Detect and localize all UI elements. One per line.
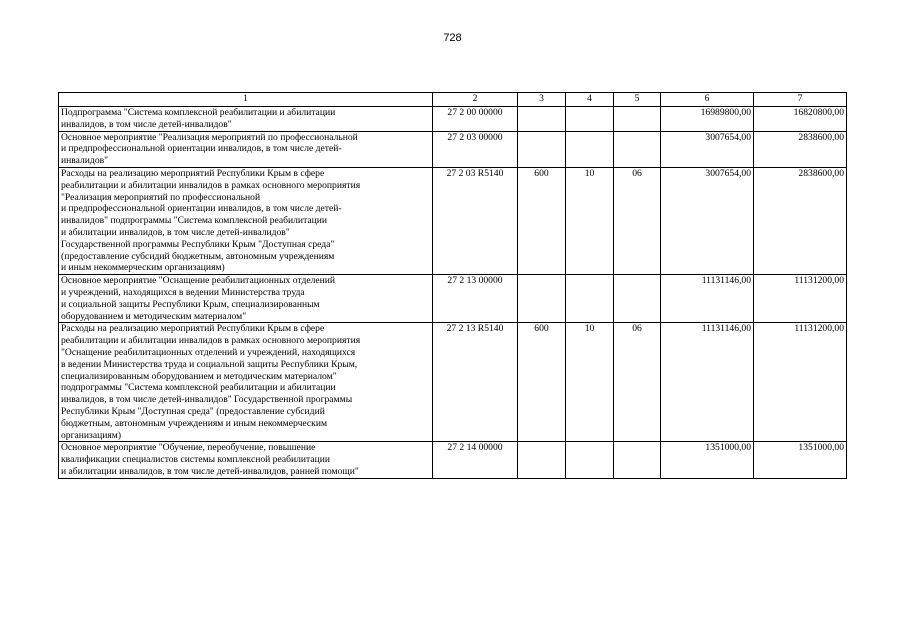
column-header: 3 [518, 93, 566, 107]
code-cell: 27 2 14 00000 [433, 442, 518, 478]
amount-6-cell: 16989800,00 [661, 107, 754, 132]
column-header: 7 [754, 93, 847, 107]
column-3-cell [518, 275, 566, 323]
code-cell: 27 2 13 00000 [433, 275, 518, 323]
column-header: 4 [566, 93, 614, 107]
amount-6-cell: 11131146,00 [661, 323, 754, 442]
amount-7-cell: 1351000,00 [754, 442, 847, 478]
column-5-cell [614, 107, 661, 132]
column-header: 6 [661, 93, 754, 107]
amount-6-cell: 1351000,00 [661, 442, 754, 478]
item-name-cell: Расходы на реализацию мероприятий Республики Крым в сфере реабилитации и абилитации инвалидов в рамках основного мероприятия "Оснащение реабилитационных отделений и учреждений, находящихся в ведении Министерства труда и социальной защиты Республики Крым, специализированным оборудованием и методическим материалом" подпрограммы "Система комплексной реабилитации и абилитации инвалидов, в том числе детей-инвалидов" Государственной программы Республики Крым "Доступная среда" (предоставление субсидий бюджетным, автономным учреждениям и иным некоммерческим организациям) [59, 323, 433, 442]
column-header: 1 [59, 93, 433, 107]
column-header: 5 [614, 93, 661, 107]
item-name-cell: Основное мероприятие "Оснащение реабилитационных отделений и учреждений, находящихся в ведении Министерства труда и социальной защиты Республики Крым, специализированным оборудованием и методическим материалом" [59, 275, 433, 323]
budget-table [58, 92, 847, 479]
amount-7-cell: 11131200,00 [754, 323, 847, 442]
column-header: 2 [433, 93, 518, 107]
column-3-cell [518, 107, 566, 132]
item-name-cell: Основное мероприятие "Обучение, переобучение, повышение квалификации специалистов системы комплексной реабилитации и абилитации инвалидов, в том числе детей-инвалидов, ранней помощи" [59, 442, 433, 478]
table-header-row [59, 93, 847, 107]
table-row [59, 107, 847, 132]
amount-7-cell: 2838600,00 [754, 131, 847, 167]
column-3-cell: 600 [518, 323, 566, 442]
table-row [59, 323, 847, 442]
item-name-cell: Основное мероприятие "Реализация мероприятий по профессиональной и предпрофессиональной ориентации инвалидов, в том числе детей- инвалидов" [59, 131, 433, 167]
page-number: 728 [443, 32, 462, 44]
table-row [59, 131, 847, 167]
column-4-cell: 10 [566, 323, 614, 442]
column-3-cell [518, 442, 566, 478]
amount-7-cell: 2838600,00 [754, 167, 847, 274]
code-cell: 27 2 03 R5140 [433, 167, 518, 274]
column-3-cell: 600 [518, 167, 566, 274]
column-4-cell [566, 442, 614, 478]
table-row [59, 275, 847, 323]
item-name-cell: Расходы на реализацию мероприятий Республики Крым в сфере реабилитации и абилитации инвалидов в рамках основного мероприятия "Реализация мероприятий по профессиональной и предпрофессиональной ориентации инвалидов, в том числе детей- инвалидов" подпрограммы "Система комплексной реабилитации и абилитации инвалидов, в том числе детей-инвалидов" Государственной программы Республики Крым "Доступная среда" (предоставление субсидий бюджетным, автономным учреждениям и иным некоммерческим организациям) [59, 167, 433, 274]
column-4-cell [566, 107, 614, 132]
column-4-cell [566, 131, 614, 167]
column-4-cell [566, 275, 614, 323]
item-name-cell: Подпрограмма "Система комплексной реабилитации и абилитации инвалидов, в том числе детей-инвалидов" [59, 107, 433, 132]
amount-7-cell: 11131200,00 [754, 275, 847, 323]
table-row [59, 442, 847, 478]
column-5-cell: 06 [614, 167, 661, 274]
amount-6-cell: 11131146,00 [661, 275, 754, 323]
table-row [59, 167, 847, 274]
column-3-cell [518, 131, 566, 167]
code-cell: 27 2 03 00000 [433, 131, 518, 167]
column-5-cell: 06 [614, 323, 661, 442]
column-4-cell: 10 [566, 167, 614, 274]
column-5-cell [614, 131, 661, 167]
amount-6-cell: 3007654,00 [661, 131, 754, 167]
amount-7-cell: 16820800,00 [754, 107, 847, 132]
code-cell: 27 2 00 00000 [433, 107, 518, 132]
column-5-cell [614, 275, 661, 323]
amount-6-cell: 3007654,00 [661, 167, 754, 274]
column-5-cell [614, 442, 661, 478]
code-cell: 27 2 13 R5140 [433, 323, 518, 442]
